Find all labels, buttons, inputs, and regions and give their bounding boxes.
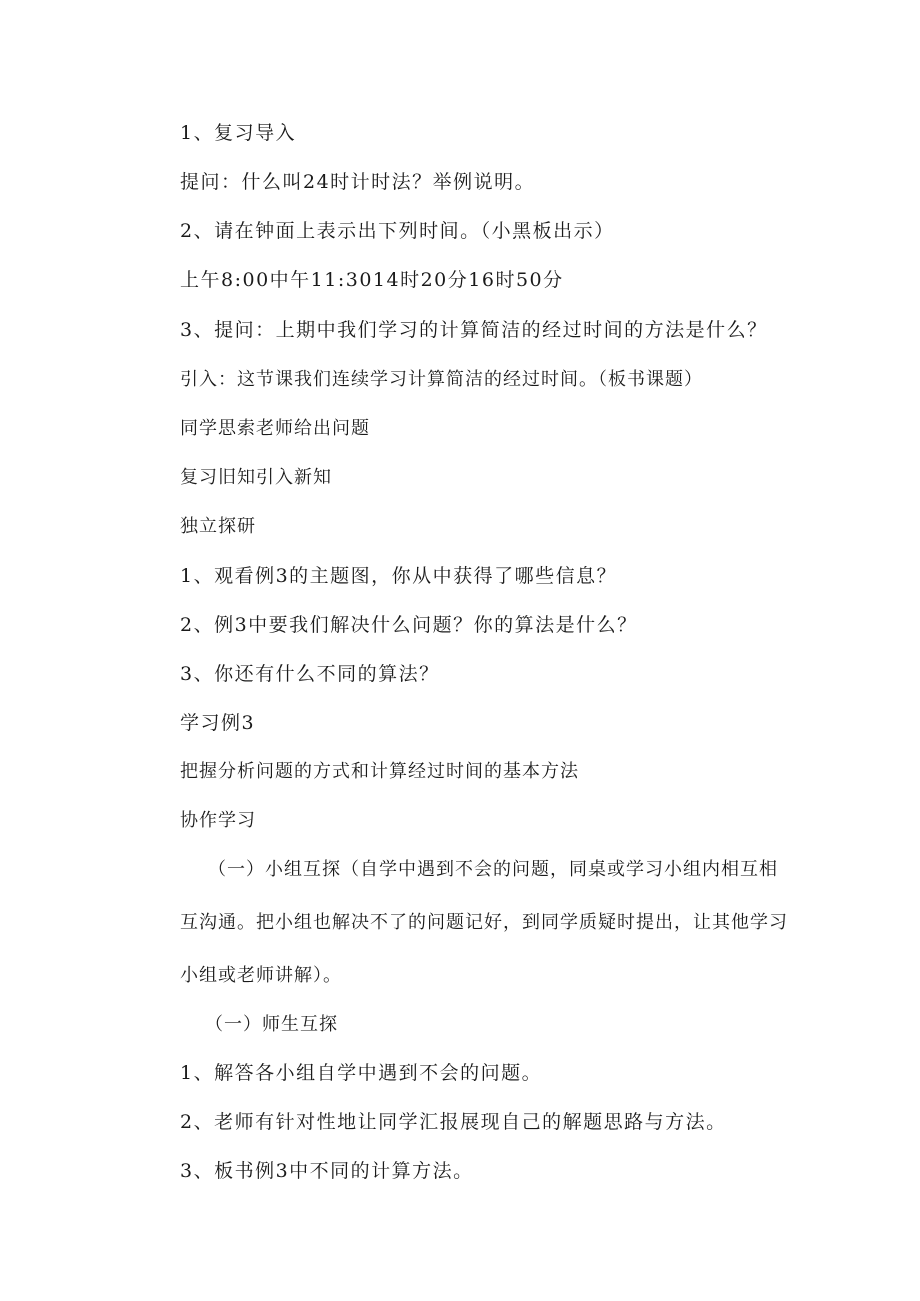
item-example-question: 2、例3中要我们解决什么问题？你的算法是什么？ [180, 614, 638, 636]
section-cooperative-learning: 协作学习 [180, 810, 256, 831]
item-other-methods: 3、你还有什么不同的算法？ [180, 663, 440, 685]
note-review-knowledge: 复习旧知引入新知 [180, 467, 332, 488]
section-teacher-student: （一）师生互探 [205, 1014, 338, 1035]
question-24-hour: 提问：什么叫24时计时法？举例说明。 [180, 171, 536, 193]
intro-text: 引入：这节课我们连续学习计算简洁的经过时间。（板书课题） [180, 369, 703, 390]
heading-review-intro: 1、复习导入 [180, 122, 297, 144]
item-report-methods: 2、老师有针对性地让同学汇报展现自己的解题思路与方法。 [180, 1111, 727, 1133]
section-learn-example: 学习例3 [180, 712, 256, 734]
item-clock-task: 2、请在钟面上表示出下列时间。（小黑板出示） [180, 220, 615, 242]
item-answer-questions: 1、解答各小组自学中遇到不会的问题。 [180, 1062, 543, 1084]
item-board-methods: 3、板书例3中不同的计算方法。 [180, 1160, 474, 1182]
time-list: 上午8:00中午11:3014时20分16时50分 [180, 269, 564, 291]
item-observe-example: 1、观看例3的主题图，你从中获得了哪些信息？ [180, 565, 618, 587]
paragraph-group-exploration: （一）小组互探（自学中遇到不会的问题，同桌或学习小组内相互相互沟通。把小组也解决不了的问题记好，到同学质疑时提出，让其他学习小组或老师讲解）。 [180, 859, 788, 986]
note-students-think: 同学思索老师给出问题 [180, 418, 370, 439]
section-independent-study: 独立探研 [180, 516, 256, 537]
item-question-method: 3、提问：上期中我们学习的计算简洁的经过时间的方法是什么？ [180, 319, 768, 341]
note-master-method: 把握分析问题的方式和计算经过时间的基本方法 [180, 761, 579, 782]
